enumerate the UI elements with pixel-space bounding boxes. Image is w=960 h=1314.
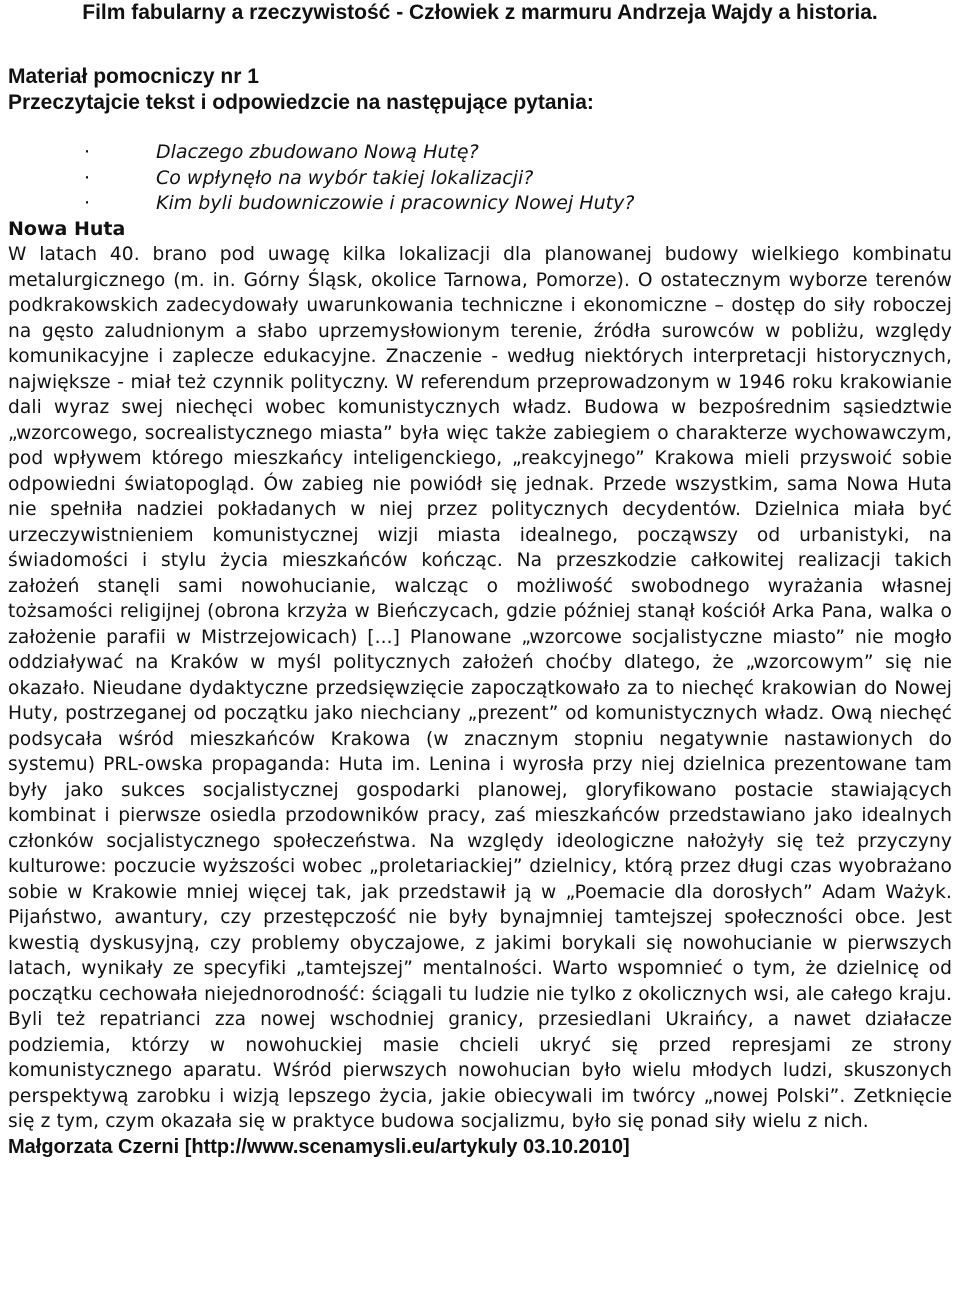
material-label: Materiał pomocniczy nr 1 [8,65,259,88]
instruction-text: Przeczytajcie tekst i odpowiedzcie na następujące pytania: [8,91,594,114]
question-list [8,140,952,217]
section-heading: Nowa Huta [8,217,126,240]
bullet-icon: · [84,192,91,214]
question-item [8,191,952,217]
question-item [8,140,952,166]
document-page [8,0,952,1160]
question-item [8,166,952,192]
bullet-icon: · [84,166,91,189]
question-text: Co wpłynęło na wybór takiej lokalizacji? [156,166,534,189]
source-citation: Małgorzata Czerni [http://www.scenamysli.eu/artykuly 03.10.2010] [8,1135,630,1158]
helper-material-header [8,64,952,116]
bullet-icon: · [84,141,91,163]
document-title: Film fabularny a rzeczywistość - Człowiek z marmuru Andrzeja Wajdy a historia. [82,1,878,24]
body-paragraph: W latach 40. brano pod uwagę kilka lokalizacji dla planowanej budowy wielkiego kombinatu metalurgicznego (m. in. Górny Śląsk, okolice Tarnowa, Pomorze). O ostatecznym wyborze terenów podkrakowskich zadecydowały uwarunkowania techniczne i ekonomiczne – dostęp do siły roboczej na gęsto zaludnionym a słabo uprzemysłowionym terenie, źródła surowców w pobliżu, względy komunikacyjne i zaplecze edukacyjne. Znaczenie - według niektórych interpretacji historycznych, największe - miał też czynnik polityczny. W referendum przeprowadzonym w 1946 roku krakowianie dali wyraz swej niechęci wobec komunistycznych władz. Budowa w bezpośrednim sąsiedztwie „wzorcowego, socrealistycznego miasta” była więc także zabiegiem o charakterze wychowawczym, pod wpływem którego mieszkańcy inteligenckiego, „reakcyjnego” Krakowa mieli przyswoić sobie odpowiedni światopogląd. Ów zabieg nie powiódł się jednak. Przede wszystkim, sama Nowa Huta nie spełniła nadziei pokładanych w niej przez politycznych decydentów. Dzielnica miała być urzeczywistnieniem komunistycznej wizji miasta idealnego, począwszy od urbanistyki, na świadomości i stylu życia mieszkańców kończąc. Na przeszkodzie całkowitej realizacji takich założeń stanęli sami nowohucianie, walcząc o możliwość swobodnego wyrażania własnej tożsamości religijnej (obrona krzyża w Bieńczycach, gdzie później stanął kościół Arka Pana, walka o założenie parafii w Mistrzejowicach) [...] Planowane „wzorcowe socjalistyczne miasto” nie mogło oddziaływać na Kraków w myśl politycznych założeń choćby dlatego, że „wzorcowym” się nie okazało. Nieudane dydaktyczne przedsięwzięcie zapoczątkowało za to niechęć krakowian do Nowej Huty, postrzeganej od początku jako niechciany „prezent” od komunistycznych władz. Ową niechęć podsycała wśród mieszkańców Krakowa (w znacznym stopniu negatywnie nastawionych do systemu) PRL-owska propaganda: Huta im. Lenina i wyrosła przy niej dzielnica prezentowane tam były jako sukces socjalistycznej gospodarki planowej, gloryfikowano postacie stawiających kombinat i pierwsze osiedla przodowników pracy, zaś mieszkańców przedstawiano jako idealnych członków socjalistycznego społeczeństwa. Na względy ideologiczne nałożyły się też przyczyny kulturowe: poczucie wyższości wobec „proletariackiej” dzielnicy, którą przez długi czas wyobrażano sobie w Krakowie mniej więcej tak, jak przedstawił ją w „Poemacie dla dorosłych” Adam Ważyk. Pijaństwo, awantury, czy przestępczość nie były bynajmniej tamtejszej społeczności obce. Jest kwestią dyskusyjną, czy problemy obyczajowe, z jakimi borykali się nowohucianie w pierwszych latach, wynikały ze specyfiki „tamtejszej” mentalności. Warto wspomnieć o tym, że dzielnicę od początku cechowała niejednorodność: ściągali tu ludzie nie tylko z okolicznych wsi, ale całego kraju. Byli też repatrianci zza nowej wschodniej granicy, przesiedlani Ukraińcy, a nawet działacze podziemia, którzy w nowohuckiej masie chcieli ukryć się przed represjami ze strony komunistycznego aparatu. Wśród pierwszych nowohucian było wielu młodych ludzi, skuszonych perspektywą zarobku i wizją lepszego życia, jakie obiecywali im twórcy „nowej Polski”. Zetknięcie się z tym, czym okazała się w praktyce budowa socjalizmu, było się ponad siły wielu z nich. [8,244,952,1132]
question-text: Kim byli budowniczowie i pracownicy Nowej Huty? [156,192,635,214]
question-text: Dlaczego zbudowano Nową Hutę? [156,141,479,163]
